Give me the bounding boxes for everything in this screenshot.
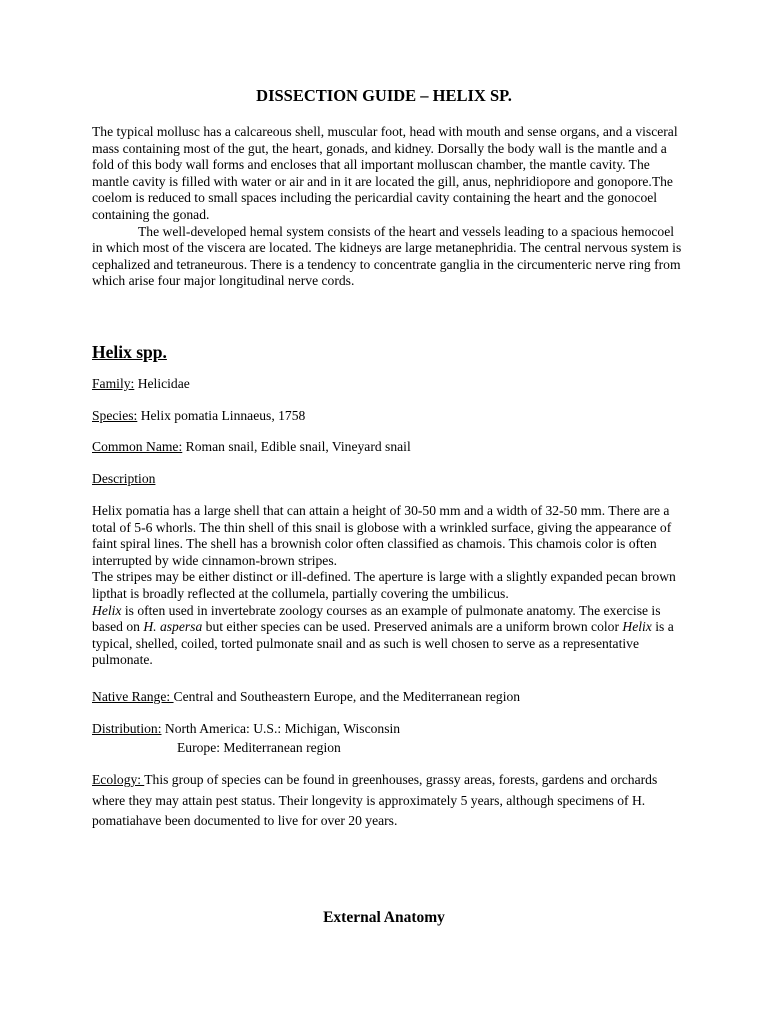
description-text xyxy=(92,503,684,669)
native-range-line xyxy=(92,689,692,706)
description-label: Description xyxy=(92,471,156,486)
description-text-part: is a typical, shelled, coiled, torted pulmonate snail and as such is well chosen to serve as a representative pulmonate. xyxy=(92,619,674,668)
document-title: DISSECTION GUIDE – HELIX SP. xyxy=(256,86,512,105)
intro-paragraph-1: The typical mollusc has a calcareous shell, muscular foot, head with mouth and sense organs, and a visceral mass containing most of the gut, the heart, gonads, and kidney. Dorsally the body wall is the mantle and a fold of this body wall forms and encloses that all important molluscan chamber, the mantle cavity. The mantle cavity is filled with water or air and in it are located the gill, anus, nephridiopore and gonopore.The coelom is reduced to small spaces including the pericardial cavity containing the heart and the gonocoel containing the gonad. xyxy=(92,124,678,222)
description-text-part: is often used in invertebrate zoology courses as an example of pulmonate anatomy. The exercise is based on xyxy=(92,602,661,635)
native-range-label: Native Range: xyxy=(92,689,174,704)
species-value: Helix pomatia Linnaeus, 1758 xyxy=(137,408,306,423)
ecology-value: This group of species can be found in greenhouses, grassy areas, forests, gardens and orchards where they may attain pest status. Their longevity is approximately 5 years, although specimens of H. pomatiahave been documented to live for over 20 years. xyxy=(92,772,658,828)
common-name-value: Roman snail, Edible snail, Vineyard snail xyxy=(182,439,411,454)
species-label: Species: xyxy=(92,408,138,423)
common-name-line xyxy=(92,439,692,456)
distribution-line-1: North America: U.S.: Michigan, Wisconsin xyxy=(161,721,401,736)
description-paragraph-1: Helix pomatia has a large shell that can attain a height of 30-50 mm and a width of 32-50 mm. There are a total of 5-6 whorls. The thin shell of this snail is globose with a wrinkled surface, giving the appearance of faint spiral lines. The shell has a brownish color often classified as chamois. This chamois color is often interrupted by wide cinnamon-brown stripes. xyxy=(92,503,672,568)
section-heading: Helix spp. xyxy=(92,342,167,362)
common-name-label: Common Name: xyxy=(92,439,183,454)
distribution-label: Distribution: xyxy=(92,721,162,736)
distribution-line-2: Europe: Mediterranean region xyxy=(177,740,341,755)
genus-italic: Helix xyxy=(622,619,652,635)
distribution-line xyxy=(92,721,692,738)
native-range-value: Central and Southeastern Europe, and the Mediterranean region xyxy=(173,689,521,704)
species-line xyxy=(92,408,692,425)
external-anatomy-heading: External Anatomy xyxy=(323,909,445,926)
genus-italic: Helix xyxy=(92,602,122,618)
intro-paragraph-2: The well-developed hemal system consists of the heart and vessels leading to a spacious hemocoel in which most of the viscera are located. The kidneys are large metanephridia. The central nervous system is cephalized and tetraneurous. There is a tendency to concentrate ganglia in the circumenteric nerve ring from which arise four major longitudinal nerve cords. xyxy=(92,223,682,289)
ecology-label: Ecology: xyxy=(92,772,145,787)
family-label: Family: xyxy=(92,376,135,391)
description-label-line xyxy=(92,471,692,488)
ecology-text xyxy=(92,770,684,832)
description-paragraph-2: The stripes may be either distinct or ill-defined. The aperture is large with a slightly expanded pecan brown lipthat is broadly reflected at the collumela, partially covering the umbilicus. xyxy=(92,569,676,601)
family-line xyxy=(92,376,692,393)
family-value: Helicidae xyxy=(134,376,190,391)
description-paragraph-3 xyxy=(92,603,684,669)
intro-text xyxy=(92,124,684,290)
species-italic: H. aspersa xyxy=(143,619,203,635)
description-text-part: but either species can be used. Preserved animals are a uniform brown color xyxy=(202,619,623,635)
